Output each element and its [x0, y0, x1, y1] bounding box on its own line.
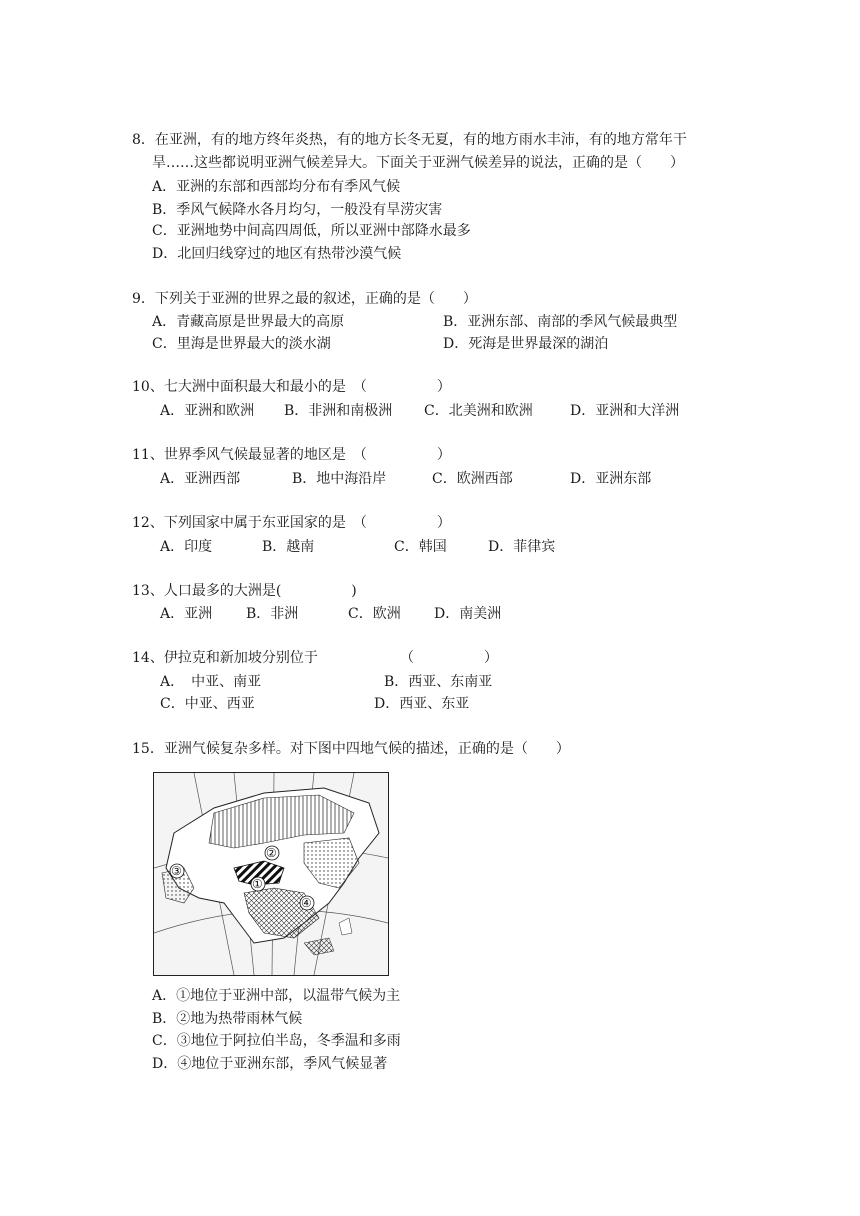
q10-option-c[interactable]: C．北美洲和欧洲 [424, 403, 533, 419]
q8-option-c[interactable]: C．亚洲地势中间高四周低，所以亚洲中部降水最多 [152, 223, 471, 239]
q11-option-c[interactable]: C．欧洲西部 [432, 471, 513, 487]
q14-answer-bracket: （ ） [400, 650, 498, 666]
q9-stem: 9．下列关于亚洲的世界之最的叙述，正确的是（ ） [132, 291, 477, 307]
q15-option-a[interactable]: A．①地位于亚洲中部，以温带气候为主 [152, 988, 401, 1004]
q15-stem: 15．亚洲气候复杂多样。对下图中四地气候的描述，正确的是（ ） [132, 741, 570, 757]
map-marker-4: ④ [301, 896, 312, 910]
q11-option-a[interactable]: A．亚洲西部 [160, 471, 241, 487]
q11-option-d[interactable]: D．亚洲东部 [570, 471, 652, 487]
q8-option-a[interactable]: A．亚洲的东部和西部均分布有季风气候 [152, 179, 401, 195]
q13-stem: 13、人口最多的大洲是( ) [132, 583, 357, 599]
q12-stem: 12、下列国家中属于东亚国家的是 （ ） [132, 515, 451, 531]
asia-map-drawing [154, 773, 388, 975]
q13-option-d[interactable]: D．南美洲 [434, 606, 502, 622]
q14-option-a[interactable]: A． 中亚、南亚 [160, 674, 262, 690]
q9-option-c[interactable]: C．里海是世界最大的淡水湖 [152, 336, 331, 352]
q14-option-d[interactable]: D．西亚、东亚 [374, 696, 470, 712]
asia-climate-map [153, 772, 389, 976]
q12-option-c[interactable]: C．韩国 [394, 539, 447, 555]
q10-option-a[interactable]: A．亚洲和欧洲 [160, 403, 255, 419]
q12-option-a[interactable]: A．印度 [160, 539, 213, 555]
q15-option-b[interactable]: B．②地为热带雨林气候 [152, 1011, 303, 1027]
q10-option-b[interactable]: B．非洲和南极洲 [284, 403, 393, 419]
q11-option-b[interactable]: B．地中海沿岸 [292, 471, 387, 487]
q12-option-b[interactable]: B．越南 [262, 539, 315, 555]
q8-stem-line2: 旱……这些都说明亚洲气候差异大。下面关于亚洲气候差异的说法，正确的是（ ） [152, 155, 684, 171]
map-marker-1: ① [252, 877, 263, 891]
q8-option-d[interactable]: D．北回归线穿过的地区有热带沙漠气候 [152, 246, 402, 262]
q9-option-b[interactable]: B．亚洲东部、南部的季风气候最典型 [443, 314, 678, 330]
q12-option-d[interactable]: D．菲律宾 [488, 539, 556, 555]
map-marker-2: ② [266, 846, 277, 860]
q15-option-d[interactable]: D．④地位于亚洲东部，季风气候显著 [152, 1056, 388, 1072]
q14-option-b[interactable]: B．西亚、东南亚 [384, 674, 493, 690]
q10-stem: 10、七大洲中面积最大和最小的是 （ ） [132, 379, 451, 395]
q14-stem: 14、伊拉克和新加坡分别位于 [132, 650, 318, 666]
map-marker-3: ③ [171, 864, 182, 878]
q13-option-c[interactable]: C．欧洲 [348, 606, 401, 622]
q8-option-b[interactable]: B．季风气候降水各月均匀，一般没有旱涝灾害 [152, 202, 443, 218]
q8-stem-line1: 8．在亚洲，有的地方终年炎热，有的地方长冬无夏，有的地方雨水丰沛，有的地方常年干 [132, 132, 687, 148]
q13-option-b[interactable]: B．非洲 [246, 606, 299, 622]
q9-option-a[interactable]: A．青藏高原是世界最大的高原 [152, 314, 345, 330]
q11-stem: 11、世界季风气候最显著的地区是 （ ） [132, 447, 451, 463]
q13-option-a[interactable]: A．亚洲 [160, 606, 213, 622]
q15-option-c[interactable]: C．③地位于阿拉伯半岛，冬季温和多雨 [152, 1033, 401, 1049]
q14-option-c[interactable]: C．中亚、西亚 [160, 696, 255, 712]
q9-option-d[interactable]: D．死海是世界最深的湖泊 [443, 336, 609, 352]
q10-option-d[interactable]: D．亚洲和大洋洲 [570, 403, 680, 419]
